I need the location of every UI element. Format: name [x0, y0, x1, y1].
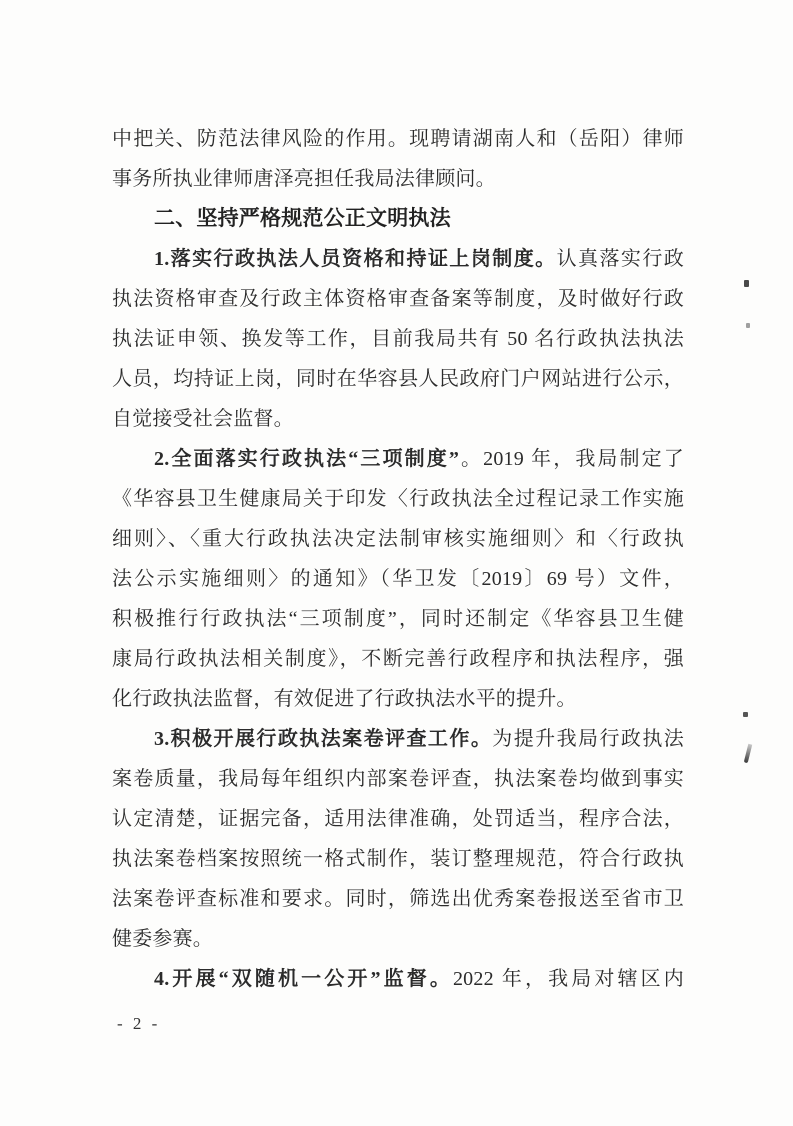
text-line — [112, 599, 684, 639]
ink-speck — [746, 323, 750, 328]
text-line — [112, 879, 684, 919]
text-segment: 健委参赛。 — [112, 928, 213, 950]
text-line — [112, 479, 684, 519]
text-line — [112, 679, 684, 719]
text-segment: 案卷质量，我局每年组织内部案卷评查，执法案卷均做到事实 — [112, 768, 684, 790]
page-number: - 2 - — [117, 1014, 161, 1033]
section-heading — [112, 199, 684, 239]
text-segment: 为提升我局行政执法 — [492, 728, 684, 750]
text-segment: 事务所执业律师唐泽亮担任我局法律顾问。 — [112, 168, 496, 190]
text-segment: 法公示实施细则〉的通知》（华卫发〔2019〕69 号）文件， — [112, 568, 684, 590]
ink-speck — [743, 712, 748, 717]
pen-mark — [744, 744, 752, 763]
text-segment: 康局行政执法相关制度》，不断完善行政程序和执法程序，强 — [112, 648, 684, 670]
text-segment: 2022 年，我局对辖区内 — [452, 968, 684, 990]
text-segment: 执法资格审查及行政主体资格审查备案等制度，及时做好行政 — [112, 288, 684, 310]
text-line — [112, 719, 684, 759]
text-segment: 认定清楚，证据完备，适用法律准确，处罚适当，程序合法， — [112, 808, 684, 830]
text-segment: 积极推行行政执法“三项制度”，同时还制定《华容县卫生健 — [112, 608, 684, 630]
text-line — [112, 239, 684, 279]
text-segment: 自觉接受社会监督。 — [112, 408, 294, 430]
text-line — [112, 799, 684, 839]
bold-text-segment: 3.积极开展行政执法案卷评查工作。 — [154, 728, 493, 750]
text-segment: 执法证申领、换发等工作，目前我局共有 50 名行政执法执法 — [112, 328, 684, 350]
text-line — [112, 319, 684, 359]
text-segment: 执法案卷档案按照统一格式制作，装订整理规范，符合行政执 — [112, 848, 684, 870]
text-line — [112, 359, 684, 399]
bold-text-segment: 1.落实行政执法人员资格和持证上岗制度。 — [154, 248, 557, 270]
text-segment: 化行政执法监督，有效促进了行政执法水平的提升。 — [112, 688, 577, 710]
text-segment: 《华容县卫生健康局关于印发〈行政执法全过程记录工作实施 — [112, 488, 684, 510]
text-line — [112, 959, 684, 999]
text-line — [112, 519, 684, 559]
text-line — [112, 559, 684, 599]
text-segment: 中把关、防范法律风险的作用。现聘请湖南人和（岳阳）律师 — [112, 128, 684, 150]
text-line — [112, 119, 684, 159]
text-line — [112, 399, 684, 439]
text-line — [112, 759, 684, 799]
text-segment: 法案卷评查标准和要求。同时，筛选出优秀案卷报送至省市卫 — [112, 888, 684, 910]
text-line — [112, 279, 684, 319]
text-segment: 认真落实行政 — [556, 248, 685, 270]
text-segment: 。2019 年，我局制定了 — [459, 448, 685, 470]
bold-text-segment: 4.开展“双随机一公开”监督。 — [154, 968, 453, 990]
text-line — [112, 439, 684, 479]
text-line — [112, 159, 684, 199]
text-segment: 细则〉、〈重大行政执法决定法制审核实施细则〉和〈行政执 — [112, 528, 684, 550]
text-line — [112, 639, 684, 679]
document-body — [112, 119, 684, 999]
text-line — [112, 839, 684, 879]
ink-speck — [744, 280, 749, 287]
bold-text-segment: 2.全面落实行政执法“三项制度” — [154, 448, 460, 470]
text-line — [112, 919, 684, 959]
text-segment: 人员，均持证上岗，同时在华容县人民政府门户网站进行公示， — [112, 368, 684, 390]
bold-text-segment: 二、坚持严格规范公正文明执法 — [154, 207, 451, 230]
